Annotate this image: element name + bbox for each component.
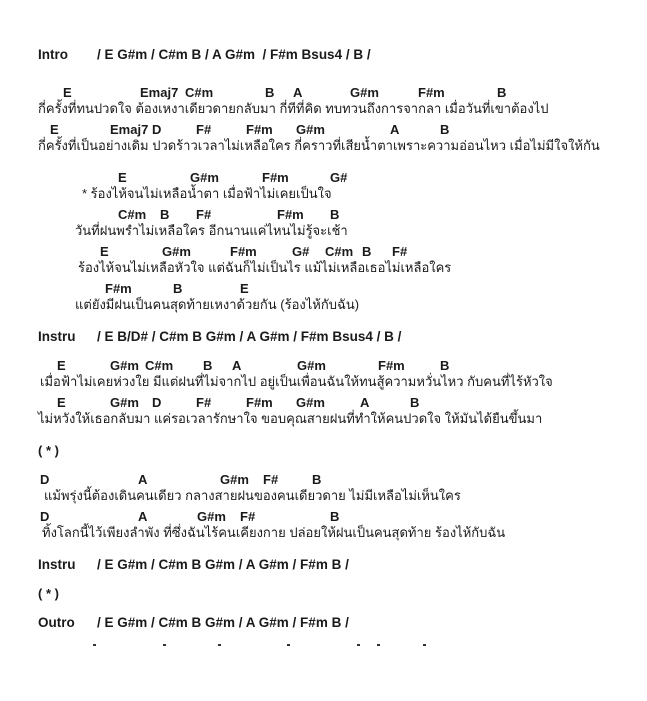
chord: G#m <box>296 395 325 410</box>
chord-lyric-pair <box>0 244 647 281</box>
chord: C#m <box>118 207 147 222</box>
chord: F# <box>240 509 256 524</box>
chord: G#m <box>110 395 139 410</box>
chord: C#m <box>325 244 354 259</box>
chord: F# <box>263 472 279 487</box>
section-label: Instru <box>38 557 76 572</box>
lyric-line: กี่ครั้งที่ทนปวดใจ ต้องเหงาเดียวดายกลับมา กี่ทีที่คิด ทบทวนถึงการจากลา เมื่อวันที่เขาต้องไป <box>38 101 549 116</box>
section-label-row <box>0 329 647 345</box>
chord: F# <box>392 244 408 259</box>
lyric-block <box>0 85 647 159</box>
chords-row <box>0 395 647 411</box>
chord: F#m <box>277 207 304 222</box>
lyric-line: * ร้องไห้จนไม่เหลือน้ำตา เมื่อฟ้าไม่เคยเป็นใจ <box>82 186 332 201</box>
chord: F#m <box>105 281 132 296</box>
section-label-row <box>0 47 647 63</box>
chord: G#m <box>190 170 219 185</box>
chord: G#m <box>296 122 325 137</box>
chords-row <box>0 358 647 374</box>
chord: F#m <box>246 395 273 410</box>
chord: E <box>57 358 66 373</box>
cutoff-glyph-top <box>93 644 96 646</box>
chord: F#m <box>246 122 273 137</box>
chord-lyric-pair <box>0 207 647 244</box>
chord: G#m <box>162 244 191 259</box>
chords-row <box>0 85 647 101</box>
cutoff-glyph-top <box>163 644 166 646</box>
chord: E <box>57 395 66 410</box>
lyric-block <box>0 358 647 432</box>
section-label: Intro <box>38 47 68 62</box>
chord: B <box>410 395 420 410</box>
chord: B <box>440 358 450 373</box>
chord: B <box>203 358 213 373</box>
chord: D <box>152 395 162 410</box>
chords-row <box>0 244 647 260</box>
chord-lyric-pair <box>0 509 647 546</box>
cutoff-glyph-top <box>377 644 380 646</box>
lyric-block <box>0 472 647 546</box>
repeat-marker: ( * ) <box>38 586 59 601</box>
chord: B <box>362 244 372 259</box>
chord: F#m <box>230 244 257 259</box>
chord: E <box>100 244 109 259</box>
repeat-marker: ( * ) <box>38 443 59 458</box>
lyric-line: ทิ้งโลกนี้ไว้เพียงลำพัง ที่ซึ่งฉันไร้คนเคียงกาย ปล่อยให้ฝนเป็นคนสุดท้าย ร้องไห้กับฉัน <box>42 525 506 540</box>
chord-lyric-pair <box>0 122 647 159</box>
chord-sequence: / E G#m / C#m B G#m / A G#m / F#m B / <box>97 557 349 572</box>
chord: A <box>232 358 242 373</box>
lyric-line: เมื่อฟ้าไม่เคยห่วงใย มีแต่ฝนที่ไม่จากไป อยู่เป็นเพื่อนฉันให้ทนสู้ความหวั่นไหว กับคนที่ไร้หัวใจ <box>40 374 553 389</box>
chords-row <box>0 472 647 488</box>
chord: C#m <box>185 85 214 100</box>
cutoff-glyph-top <box>423 644 426 646</box>
section-label: Instru <box>38 329 76 344</box>
chord: A <box>293 85 303 100</box>
chord: A <box>390 122 400 137</box>
chord: E <box>63 85 72 100</box>
chord: A <box>360 395 370 410</box>
chord-sequence: / E G#m / C#m B / A G#m / F#m Bsus4 / B / <box>97 47 371 62</box>
chord: F#m <box>262 170 289 185</box>
section-label: Outro <box>38 615 75 630</box>
lyric-line: กี่ครั้งที่เป็นอย่างเดิม ปวดร้าวเวลาไม่เหลือใคร กี่คราวที่เสียน้ำตาเพราะความอ่อนไหว เมื่อไม่มีใจให้กัน <box>38 138 600 153</box>
chord: D <box>152 122 162 137</box>
section-label-row <box>0 557 647 573</box>
chord: B <box>330 207 340 222</box>
chord: B <box>312 472 322 487</box>
chord: G# <box>330 170 348 185</box>
chord: A <box>138 472 148 487</box>
chord: F#m <box>378 358 405 373</box>
chord-lyric-pair <box>0 358 647 395</box>
chord-lyric-pair <box>0 85 647 122</box>
chord: Emaj7 <box>140 85 179 100</box>
lyric-block <box>0 170 647 318</box>
lyric-line: ไม่หวังให้เธอกลับมา แค่รอเวลารักษาใจ ขอบคุณสายฝนที่ทำให้คนปวดใจ ให้มันได้ยืนขึ้นมา <box>38 411 543 426</box>
chord-lyric-pair <box>0 472 647 509</box>
chord: G#m <box>220 472 249 487</box>
chords-row <box>0 207 647 223</box>
chord: B <box>440 122 450 137</box>
chord: G# <box>292 244 310 259</box>
chord: B <box>160 207 170 222</box>
chords-row <box>0 122 647 138</box>
chords-row <box>0 170 647 186</box>
chord: G#m <box>350 85 379 100</box>
chord: F# <box>196 122 212 137</box>
chord: E <box>240 281 249 296</box>
chord: A <box>138 509 148 524</box>
chord: F# <box>196 395 212 410</box>
chord: B <box>265 85 275 100</box>
cutoff-glyph-top <box>218 644 221 646</box>
section-label-row <box>0 615 647 631</box>
chord: E <box>50 122 59 137</box>
chord: F#m <box>418 85 445 100</box>
chord: F# <box>196 207 212 222</box>
cutoff-glyph-top <box>287 644 290 646</box>
chord-sequence: / E B/D# / C#m B G#m / A G#m / F#m Bsus4 / B / <box>97 329 402 344</box>
lyric-line: แม้พรุ่งนี้ต้องเดินคนเดียว กลางสายฝนของคนเดียวดาย ไม่มีเหลือไม่เห็นใคร <box>44 488 461 503</box>
chord: G#m <box>110 358 139 373</box>
chord-lyric-pair <box>0 395 647 432</box>
chords-row <box>0 281 647 297</box>
chord: Emaj7 <box>110 122 149 137</box>
chord: D <box>40 472 50 487</box>
chord: G#m <box>197 509 226 524</box>
cutoff-text-line <box>0 644 647 648</box>
chord-sequence: / E G#m / C#m B G#m / A G#m / F#m B / <box>97 615 349 630</box>
chords-row <box>0 509 647 525</box>
chord: B <box>173 281 183 296</box>
chord: G#m <box>297 358 326 373</box>
chord: D <box>40 509 50 524</box>
chord-lyric-pair <box>0 170 647 207</box>
lyric-line: ร้องไห้จนไม่เหลือหัวใจ แต่ฉันก็ไม่เป็นไร แม้ไม่เหลือเธอไม่เหลือใคร <box>78 260 452 275</box>
lyric-line: วันที่ฝนพรำไม่เหลือใคร อีกนานแค่ไหนไม่รู้จะเช้า <box>75 223 348 238</box>
chord: B <box>330 509 340 524</box>
chord: C#m <box>145 358 174 373</box>
chord: E <box>118 170 127 185</box>
chord: B <box>497 85 507 100</box>
lyric-line: แต่ยังมีฝนเป็นคนสุดท้ายเหงาด้วยกัน (ร้องไห้กับฉัน) <box>75 297 360 312</box>
cutoff-glyph-top <box>357 644 360 646</box>
chord-lyric-pair <box>0 281 647 318</box>
